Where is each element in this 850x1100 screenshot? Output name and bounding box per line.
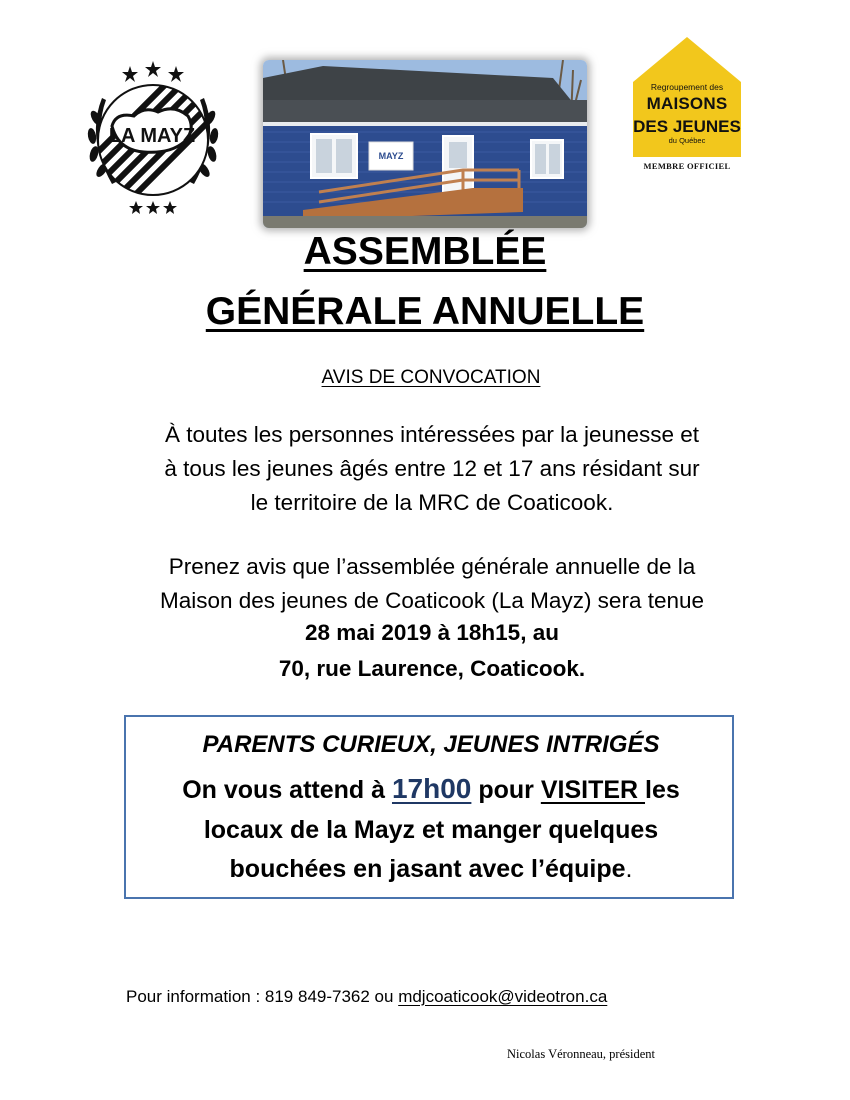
house-illustration [263,60,587,228]
rmjq-top-text: Regroupement des [650,82,724,92]
callout-line-4-text: bouchées en jasant avec l’équipe [229,855,626,883]
signature: Nicolas Véronneau, président [507,1047,655,1061]
title-line-2-text: GÉNÉRALE ANNUELLE [205,290,645,333]
audience-paragraph [0,418,850,520]
callout-line-2-mid: pour [471,776,541,804]
title-line-1-text: ASSEMBLÉE [303,230,547,273]
rmjq-des-jeunes-text: DES JEUNES [633,117,741,136]
stars-bottom-icon [129,201,177,214]
visit-invitation-box [124,715,734,899]
rmjq-maisons-text: MAISONS [646,94,728,113]
contact-info [126,987,607,1007]
callout-line-4-period: . [625,855,633,883]
meeting-date: 28 mai 2019 à 18h15, au [305,620,559,645]
callout-line-4 [126,849,736,889]
meeting-address: 70, rue Laurence, Coaticook. [278,656,586,681]
la-mayz-emblem-logo [72,58,234,218]
stars-top-icon [122,61,184,82]
visit-time: 17h00 [391,773,472,804]
rmjq-du-quebec-text: du Québec [668,136,706,145]
notice-line-1: Prenez avis que l’assemblée générale annuelle de la [168,554,696,579]
maison-des-jeunes-photo [263,60,587,228]
emblem-graffiti-text: LA MAYZ [108,125,196,147]
rmjq-logo [632,36,742,176]
callout-line-3: locaux de la Mayz et manger quelques [203,816,659,844]
notice-paragraph [0,550,850,618]
page-title-line-1 [0,230,850,274]
audience-line-2: à tous les jeunes âgés entre 12 et 17 ans résidant sur [164,456,700,481]
visit-word: VISITER [540,776,646,804]
notice-line-2: Maison des jeunes de Coaticook (La Mayz) sera tenue [159,588,705,613]
callout-line-2 [126,769,736,810]
contact-info-prefix: Pour information : 819 849-7362 ou [126,987,399,1006]
callout-heading: PARENTS CURIEUX, JEUNES INTRIGÉS [202,731,660,758]
page-title-line-2 [0,290,850,334]
avis-de-convocation: AVIS DE CONVOCATION [321,367,541,388]
callout-line-2-pre: On vous attend à [182,776,392,804]
contact-email-link[interactable]: mdjcoaticook@videotron.ca [398,987,608,1006]
audience-line-1: À toutes les personnes intéressées par la jeunesse et [164,422,700,447]
photo-sign-text: MAYZ [378,151,404,161]
audience-line-3: le territoire de la MRC de Coaticook. [250,490,614,515]
callout-line-2-post: les [645,776,680,804]
rmjq-membre-officiel-text: MEMBRE OFFICIEL [643,161,731,171]
la-mayz-emblem-graphic [72,58,234,218]
